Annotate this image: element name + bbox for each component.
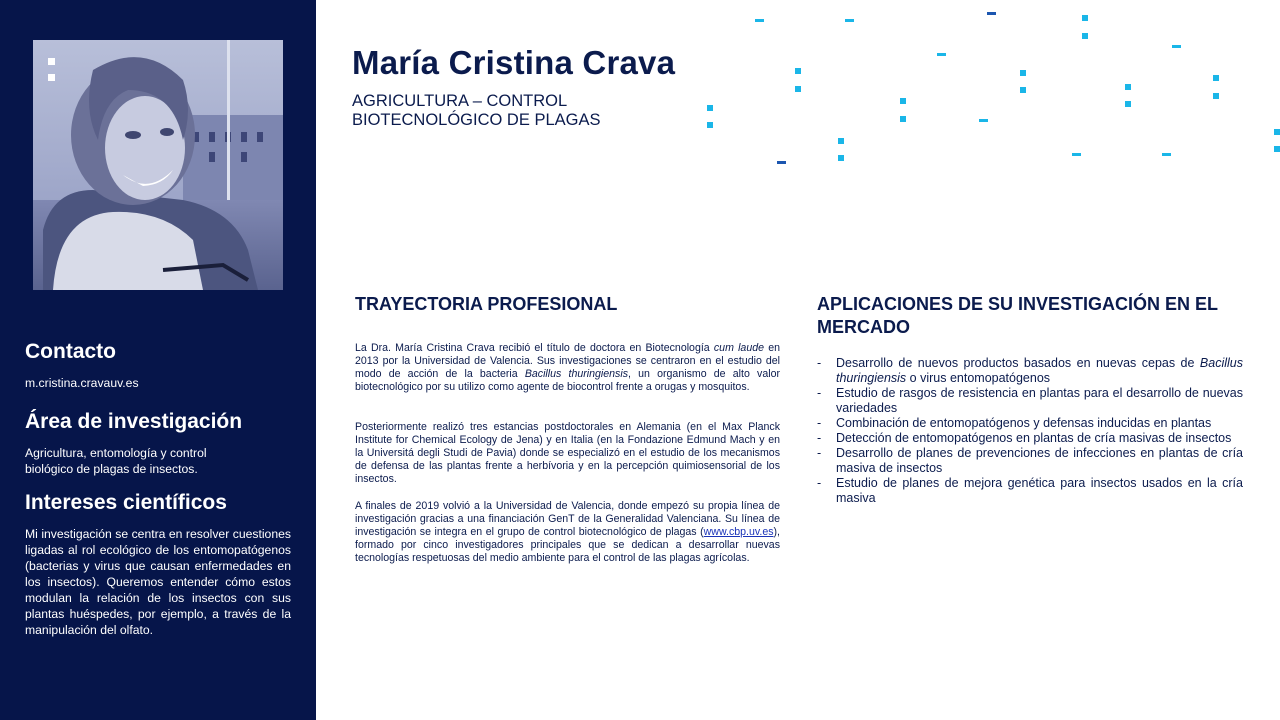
text-run: Detección de entomopatógenos en plantas de cría masivas de insectos — [836, 431, 1232, 445]
text-run: La Dra. María Cristina Crava recibió el título de doctora en Biotecnología — [355, 342, 714, 354]
text-run: Estudio de rasgos de resistencia en plantas para el desarrollo de nuevas variedades — [836, 386, 1243, 415]
text-run: ), formado por cinco investigadores principales que se dedican a desarrollar nuevas tecnologías respetuosas del medio ambiente para el control de las plagas agrícolas. — [355, 526, 780, 564]
subtitle-line: AGRICULTURA – CONTROL — [352, 92, 568, 110]
text-run: Desarrollo de planes de prevenciones de infecciones en plantas de cría masiva de insectos — [836, 446, 1243, 475]
trayectoria-paragraph-3 — [355, 500, 780, 565]
text-run: Estudio de planes de mejora genética para insectos usados en la cría masiva — [836, 476, 1243, 505]
contact-heading: Contacto — [25, 340, 116, 363]
aplicaciones-heading: APLICACIONES DE SU INVESTIGACIÓN EN EL MERCADO — [817, 294, 1218, 337]
list-item — [817, 416, 1243, 431]
interests-text: Mi investigación se centra en resolver cuestiones ligadas al rol ecológico de los entomopatógenos (bacterias y virus que causan enfermedades en los insectos). Queremos entender cómo estos modulan la relación de los insectos con sus plantas huéspedes, por ejemplo, a través de la manipulación del olfato. — [25, 527, 291, 637]
trayectoria-paragraph-1 — [355, 342, 780, 394]
text-run: en 2013 por la Universidad de Valencia. Sus investigaciones se centraron en el estudio del modo de acción de la bacteria — [355, 342, 780, 380]
area-heading: Área de investigación — [25, 410, 243, 433]
list-dash: - — [817, 416, 822, 430]
trayectoria-heading: TRAYECTORIA PROFESIONAL — [355, 294, 618, 314]
list-item — [817, 476, 1243, 506]
sidebar — [0, 0, 316, 720]
text-run: A finales de 2019 volvió a la Universidad de Valencia, donde empezó su propia línea de investigación gracias a una financiación GenT de la Generalidad Valenciana. Su línea de investigación se integra en el grupo de control biotecnológico de plagas ( — [355, 500, 780, 538]
area-text: Agricultura, entomología y control biológico de plagas de insectos. — [25, 446, 207, 476]
text-run-italic: Bacillus thuringiensis — [524, 368, 628, 380]
list-item — [817, 431, 1243, 446]
portrait-image — [33, 40, 283, 290]
list-dash: - — [817, 446, 822, 460]
decorative-pixel-pattern — [700, 0, 1280, 175]
list-dash: - — [817, 431, 822, 445]
subtitle-line: BIOTECNOLÓGICO DE PLAGAS — [352, 111, 601, 129]
list-dash: - — [817, 386, 822, 400]
list-item — [817, 446, 1243, 476]
photo-deco-square — [48, 74, 55, 81]
text-run: Combinación de entomopatógenos y defensas inducidas en plantas — [836, 416, 1212, 430]
profile-name: María Cristina Crava — [352, 44, 676, 81]
interests-heading: Intereses científicos — [25, 491, 227, 514]
profile-subtitle — [352, 92, 652, 130]
text-run: Desarrollo de nuevos productos basados en nuevas cepas de — [836, 356, 1200, 370]
list-dash: - — [817, 356, 822, 370]
text-run: , un organismo de alto valor biotecnológico por su utilizo como agente de biocontrol frente a orugas y mosquitos. — [355, 368, 780, 393]
list-dash: - — [817, 476, 822, 490]
portrait-photo — [33, 40, 283, 290]
text-run-italic: cum laude — [713, 342, 765, 354]
aplicaciones-list — [817, 356, 1243, 506]
contact-email[interactable]: m.cristina.cravauv.es — [25, 376, 139, 390]
trayectoria-paragraph-2: Posteriormente realizó tres estancias postdoctorales en Alemania (en el Max Planck Institute for Chemical Ecology de Jena) y en Italia (en la Fondazione Edmund Mach y en la Universitá degli Studi de Pavia) donde se especializó en el estudio de los mecanismos de defensa de las plantas frente a herbívoria y en la percepción quimiosensorial de los insectos. — [355, 421, 780, 485]
photo-deco-square — [48, 58, 55, 65]
list-item — [817, 386, 1243, 416]
cbp-website-link[interactable]: www.cbp.uv.es — [703, 526, 774, 538]
text-run-italic: Bacillus thuringiensis — [836, 356, 1243, 385]
list-item — [817, 356, 1243, 386]
text-run: o virus entomopatógenos — [906, 371, 1051, 385]
